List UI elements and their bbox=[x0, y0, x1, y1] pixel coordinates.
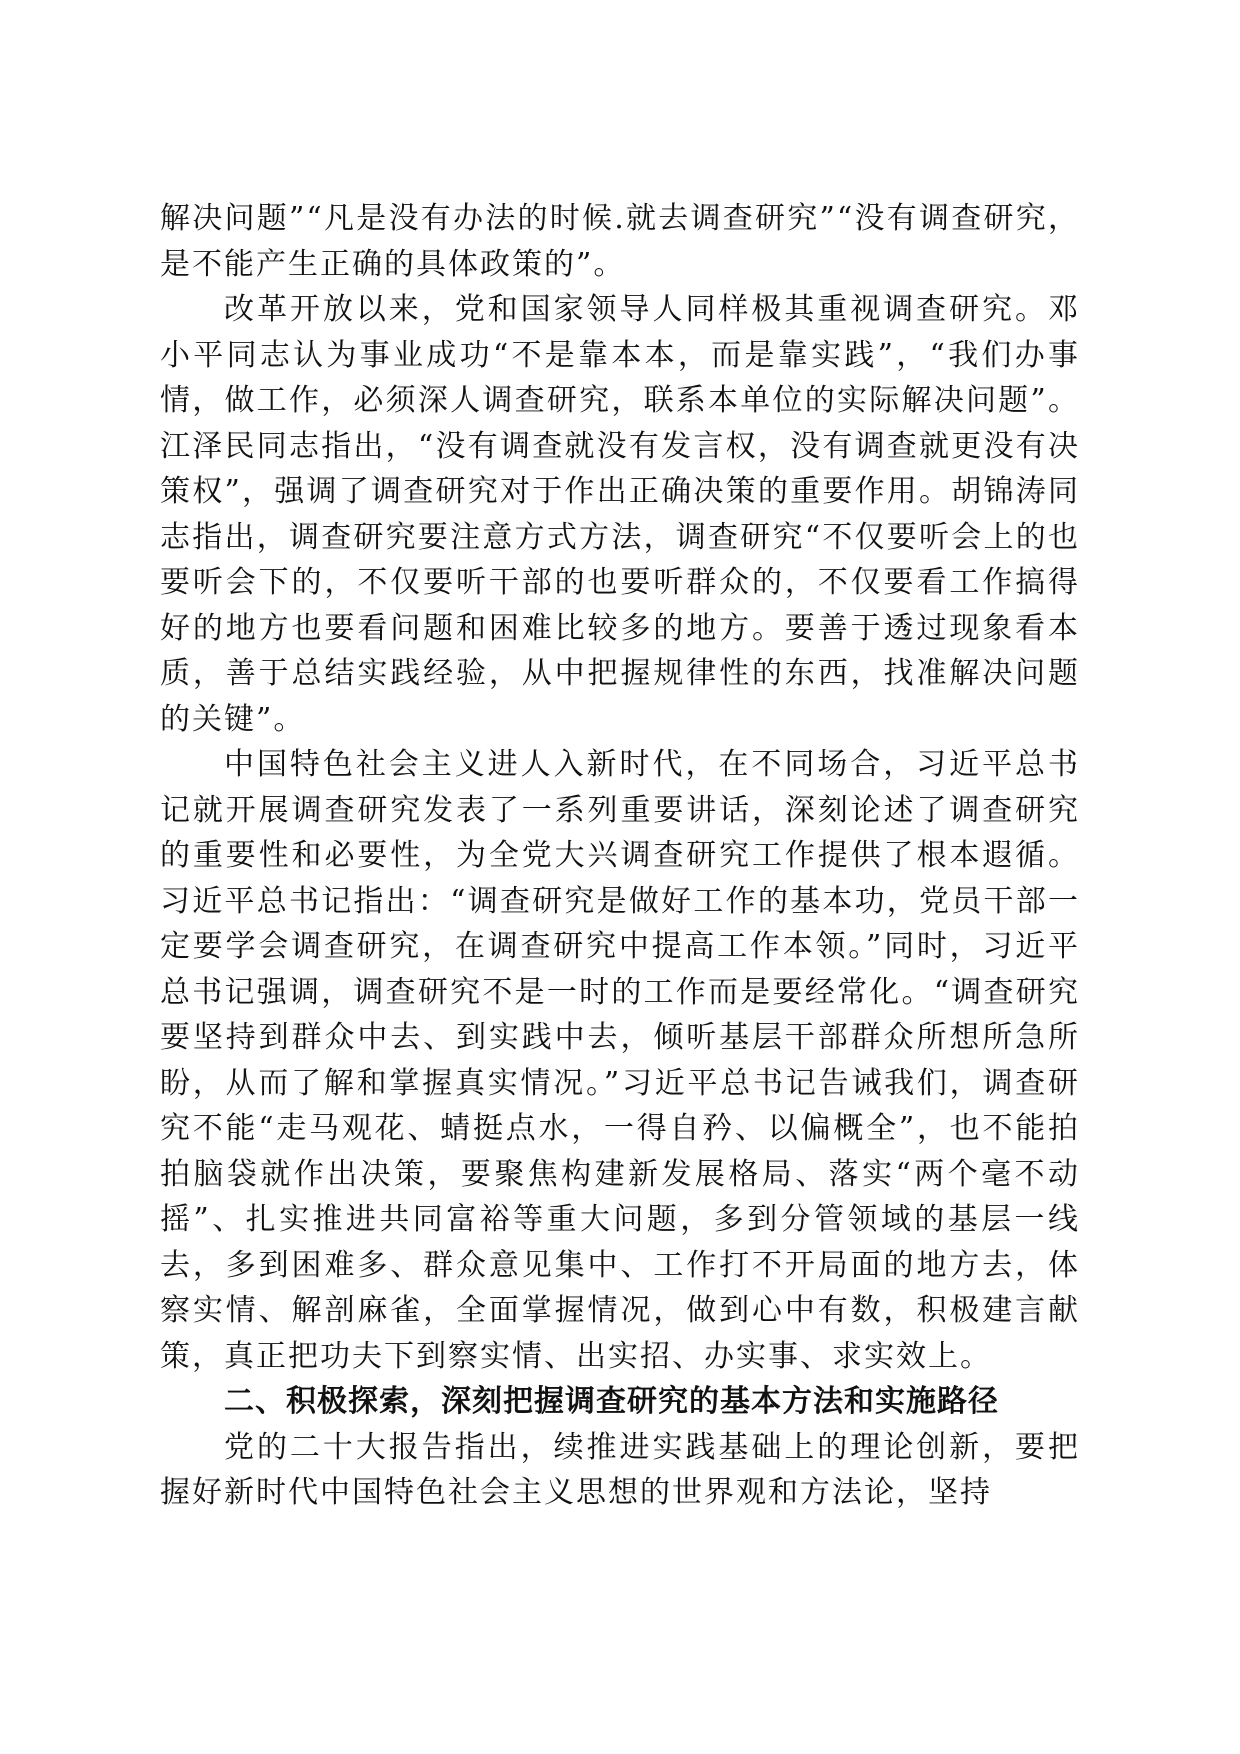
paragraph-reform-era: 改革开放以来，党和国家领导人同样极其重视调查研究。邓小平同志认为事业成功“不是靠本本，而是靠实践”，“我们办事情，做工作，必须深人调查研究，联系本单位的实际解决问题”。江泽民同志指出，“没有调查就没有发言权，没有调查就更没有决策权”，强调了调查研究对于作出正确决策的重要作用。胡锦涛同志指出，调查研究要注意方式方法，调查研究“不仅要听会上的也要听会下的，不仅要听干部的也要听群众的，不仅要看工作搞得好的地方也要看问题和困难比较多的地方。要善于透过现象看本质，善于总结实践经验，从中把握规律性的东西，找准解决问题的关键”。 bbox=[160, 292, 1080, 737]
paragraph-continuation: 解决问题”“凡是没有办法的时候.就去调查研究”“没有调查研究，是不能产生正确的具体政策的”。 bbox=[160, 201, 1080, 282]
paragraph-new-era: 中国特色社会主义进人入新时代，在不同场合，习近平总书记就开展调查研究发表了一系列重要讲话，深刻论述了调查研究的重要性和必要性，为全党大兴调查研究工作提供了根本遐循。习近平总书记指出：“调查研究是做好工作的基本功，党员干部一定要学会调查研究，在调查研究中提高工作本领。”同时，习近平总书记强调，调查研究不是一时的工作而是要经常化。“调查研究要坚持到群众中去、到实践中去，倾听基层干部群众所想所急所盼，从而了解和掌握真实情况。”习近平总书记告诫我们，调查研究不能“走马观花、蜻挺点水，一得自矜、以偏概全”，也不能拍拍脑袋就作出决策，要聚焦构建新发展格局、落实“两个毫不动摇”、扎实推进共同富裕等重大问题，多到分管领域的基层一线去，多到困难多、群众意见集中、工作打不开局面的地方去，体察实情、解剖麻雀，全面掌握情况，做到心中有数，积极建言献策，真正把功夫下到察实情、出实招、办实事、求实效上。 bbox=[160, 747, 1080, 1374]
section-heading: 二、积极探索，深刻把握调查研究的基本方法和实施路径 bbox=[224, 1384, 999, 1419]
paragraph-closing: 党的二十大报告指出，续推进实践基础上的理论创新，要把握好新时代中国特色社会主义思想的世界观和方法论，坚持 bbox=[160, 1429, 1080, 1510]
document-page bbox=[160, 196, 1080, 1516]
